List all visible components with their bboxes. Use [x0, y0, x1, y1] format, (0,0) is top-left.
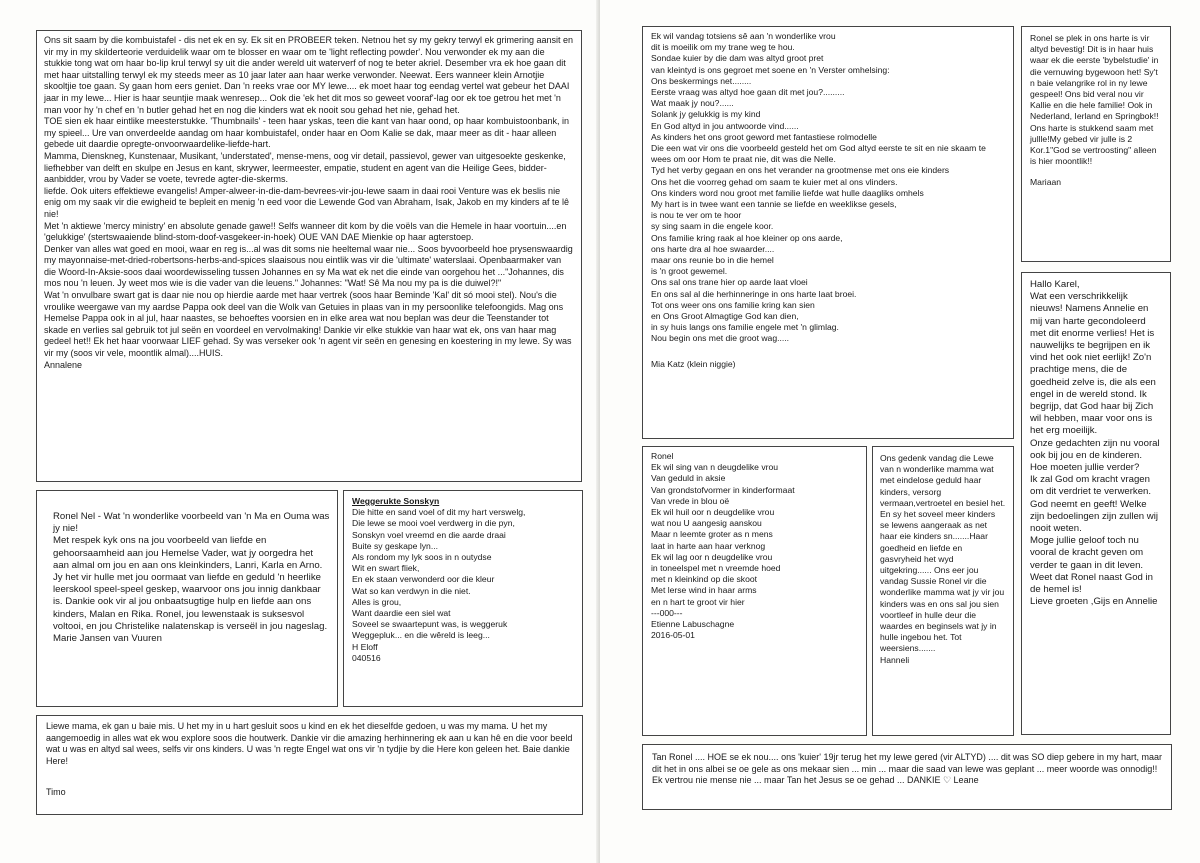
etienne-text: Ronel Ek wil sing van n deugdelike vrou Van geduld in aksie Van grondstofvormer in kinderformaat Van vrede in blou oë Ek wil huil oor n deugdelike vrou wat nou U aangesig aanskou Maar n leemte groter as n mens laat in harte aan haar verknog Ek wil lag oor n deugdelike vrou in toneelspel met n vreemde hoed met n kleinkind op die skoot Met lerse wind in haar arms en n hart te groot vir hier ---000---: [651, 451, 795, 618]
timo-box: [36, 715, 583, 815]
mia-katz-signature: Mia Katz (klein niggie): [651, 358, 736, 369]
karel-box: [1021, 272, 1171, 735]
ronel-nel-text: Ronel Nel - Wat 'n wonderlike voorbeeld van 'n Ma en Ouma was jy nie! Met respek kyk ons na jou voorbeeld van liefde en gehoorsaamheid aan jou Hemelse Vader, wat jy oorgedra het aan almal om jou en aan ons kleinkinders, Lanri, Karla en Arno. Jy het vir hulle met jou oormaat van liefde en geduld 'n heerlike leerskool speel-speel geskep, waarvoor ons jou innig dankbaar is. Dankie ook vir al jou onbaatsugtige hulp en liefde aan ons kinders, Malan en Rika. Ronel, jou lewenstaak is suksesvol voltooi, en jou Christelike nalatenskap is verseël in jou nageslag.: [53, 511, 330, 632]
weggerukte-sonskyn-text: Die hitte en sand voel of dit my hart verswelg, Die lewe se mooi voel verdwerg in die pyn, Sonskyn voel vreemd en die aarde draai Buite sy geskape lyn... Als rondom my lyk soos in n outydse Wit en swart fliek, En ek staan verwonderd oor die kleur Wat so kan verdwyn in die niet. Alles is grou, Want daardie een siel wat Soveel se swaartepunt was, is weggeruk Weggepluk... en die wêreld is leeg...: [352, 507, 526, 641]
main-tribute-box: [36, 30, 582, 482]
leane-box: [642, 744, 1172, 810]
main-tribute-text: Ons sit saam by die kombuistafel - dis net ek en sy. Ek sit en PROBEER teken. Netnou het sy my gekry terwyl ek grimering aansit en vir my in my skilderteorie verduidelik waar om te blosser en waar om te 'light reflecting powder'. Nou verwonder ek my aan die stukkie tong wat om haar bo-lip krul terwyl sy uit die ander wereld uit waterverf of nog te beter akriel. Desember vra ek hoe gaan dit met haar uitstalling terwyl ek my steeds meer as 10 jaar later aan haar werke verwonder. Neewat. Eers wanneer klein Arnotjie skooltjie toe gaan. Sy gaan hom eers geniet. Dan 'n reeks vrae oor MY lewe.... ek moet haar tog eendag vertel wat gebeur het DAAI jaar in my lewe... Hier is haar seuntjie maak wenresep... Ook die 'ek het dit mos so geweet vooraf'-lag oor ek toe getrou het met 'n man voor hy 'n chef en 'n butler gehad het en nog die kinders wat ek nooit sou gehad het nie, gehad het. TOE sien ek haar eintlike meesterstukke. 'Thumbnails' - teen haar yskas, teen die kant van haar oond, op haar kombuistoonbank, in my spieel... Ure van onverdeelde aandag om haar kombuistafel, onder haar en Oom Kalie se dak, maar meer as dit - haar alleen gebede uit daardie opregte-onvoorwaardelike-liefde-hart. Mamma, Dienskneg, Kunstenaar, Musikant, 'understated', mense-mens, oog vir detail, passievol, gewer van uitgesoekte geskenke, liefhebber van delft en skulpe en Jesus en kant, skrywer, leermeester, empatie, student en agent van die Heilige Gees, bidder-aanbidder, vrou by Vader se voete, tevrede agter-die-skerms. liefde. Ook uiters effektiewe evangelis! Amper-alweer-in-die-dam-bevrees-vir-jou-lewe saam in daai rooi Venture was ek beslis nie enig om my saak vir die ewigheid te bepleit en menig 'n eed voor die Lewende God van Abraham, Isak, Jakob en my kinders af te lê nie! Met 'n aktiewe 'mercy ministry' en absolute genade gawe!! Selfs wanneer dit kom by die voëls van die Hemele in haar voortuin....en 'gelukkige' (stertswaaiende blind-stom-doof-vasgekeer-in-hoek) OUE VAN DAE Mienkie op haar agterstoep. Denker van alles wat goed en mooi, waar en reg is...al was dit soms nie heeltemal waar nie... Soos byvoorbeeld hoe prysenswaardig my mayonnaise-met-dried-robertsons-herbs-and-spices slaaisous nou eintlik was vir die 'ultimate' waterslaai. Openbaarmaker van die Woord-In-Aksie-soos daai woordewisseling tussen Johannes en sy Ma wat ek net die einde van oorgehou het ..."Johannes, dis mos nou 'n leuen. Jy weet mos wie is die vader van die leuens." Johannes: "Wat! Sê Ma nou my pa is die duiwel?!" Wat 'n onvulbare swart gat is daar nie nou op hierdie aarde met haar vertrek (soos haar Beminde 'Kal' dit só mooi stel). Nou's die vroulike weergawe van my aardse Pappa ook deel van die Wolk van Getuies in plaas van in my persoonlike telefoongids. Mag ons Hemelse Pappa ook in al jul, haar naastes, se behoeftes voorsien en in elke area wat nou beplan was deur die Teenstander tot skade en verlies sal gebruik tot jul seën en voordeel en vervolmaking! Dankie vir elke stukkie van haar wat ek, ons van haar mag gedeel het!! Ek het haar voorwaar LIEF gehad. Sy was verseker ook 'n agent vir seën en genesing en koestering in my lewe. Sy was vir my (soos vir vele, moontlik almal)....HUIS.: [44, 35, 574, 359]
weggerukte-sonskyn-signature: H Eloff: [352, 641, 378, 652]
timo-text: Liewe mama, ek gan u baie mis. U het my in u hart gesluit soos u kind en ek het dieselfde gedoen, u was my mama. U het my aangemoedig in alles wat ek wou explore soos die houtwerk. Dankie vir die amazing herhinnering ek aan u kan hê en die voor beeld wat u was en altyd sal wees, selfs vir ons kinders. U was 'n regte Engel wat ons vir 'n tydjie by die Here kon geleen het. Baie dankie Here!: [46, 721, 573, 766]
mariaan-text: Ronel se plek in ons harte is vir altyd bevestig! Dit is in haar huis waar ek die eerste 'bybelstudie' in die vernuwing bygewoon het! Sy't n baie velangrike rol in ny lewe gespeel! Ons bid veral nou vir Kallie en die hele familie! Ook in Nederland, Ierland en Springbok!! Ons harte is stukkend saam met jullle!My gebed vir julle is 2 Kor.1"God se vertroosting" alleen is hier moontlik!!: [1030, 33, 1159, 167]
etienne-date: 2016-05-01: [651, 630, 695, 641]
etienne-signature: Etienne Labuschagne: [651, 619, 735, 630]
weggerukte-sonskyn-title: Weggerukte Sonskyn: [352, 496, 440, 506]
timo-signature: Timo: [46, 787, 66, 798]
mariaan-signature: Mariaan: [1030, 177, 1062, 188]
karel-text: Hallo Karel, Wat een verschrikkelijk nieuws! Namens Annelie en mij van harte gecondoleerd met dit enorme verlies! Het is nauwelijks te begrijpen en ik vind het ook niet eerlijk! Zo'n prachtige mens, die de goedheid zelve is, die als een engel in de wereld stond. Ik begrijp, dat God haar bij Zich wil hebben, maar voor ons is het erg moeilijk. Onze gedachten zijn nu vooral ook bij jou en de kinderen. Hoe moeten jullie verder? Ik zal God om kracht vragen om dit verdriet te verwerken. God neemt en geeft! Welke zijn bedoelingen zijn zullen wij nooit weten. Moge jullie geloof toch nu vooral de kracht geven om verder te gaan in dit leven. Weet dat Ronel naast God in de hemel is! Lieve groeten ,Gijs en Annelie: [1030, 279, 1160, 608]
leane-text: Tan Ronel .... HOE se ek nou.... ons 'kuier' 19jr terug het my lewe gered (vir ALTYD) .... dit was SO diep gebere in my hart, maar dit het in ons albei se oe gele as ons mekaar sien ... min ... maar die saad van lewe was geplant ... meer woorde was onnodig!! Ek vertrou nie mense nie ... maar Tan het Jesus se oe gehad ... DANKIE ♡ Leane: [652, 752, 1162, 786]
mariaan-box: [1021, 26, 1171, 262]
mia-katz-box: [642, 26, 1014, 439]
mia-katz-text: Ek wil vandag totsiens sê aan 'n wonderlike vrou dit is moeilik om my trane weg te hou. Sondae kuier by die dam was altyd groot pret van kleintyd is ons gegroet met soene en 'n Verster omhelsing: Ons beskermings net........ Eerste vraag was altyd hoe gaan dit met jou?......... Wat maak jy nou?...... Solank jy gelukkig is my kind En God altyd in jou antwoorde vind...... As kinders het ons groot geword met fantastiese rolmodelle Die een wat vir ons die voorbeeld gesteld het om God altyd eerste te sit en nie skaam te wees om oor Hom te praat nie, dit was die Nelle. Tyd het verby gegaan en ons het verander na grootmense met ons eie kinders Ons het die voorreg gehad om saam te kuier met al ons vlinders. Ons kinders word nou groot met familie liefde wat hulle daagliks omhels My hart is in twee want een tannie se liefde en weeklikse gesels, is nou te ver om te hoor sy sing saam in die engele koor. Ons familie kring raak al hoe kleiner op ons aarde, ons harte dra al hoe swaarder.... maar ons reunie bo in die hemel is 'n groot gewemel. Ons sal ons trane hier op aarde laat vloei En ons sal al die herhinneringe in ons harte laat broei. Tot ons weer ons ons familie kring kan sien en Ons Groot Almagtige God kan dien, in sy huis langs ons familie engele met 'n glimlag. Nou begin ons met die groot wag.....: [651, 31, 986, 344]
ronel-nel-box: [36, 490, 338, 707]
hanneli-box: [872, 446, 1014, 736]
hanneli-text: Ons gedenk vandag die Lewe van n wonderlike mamma wat met eindelose geduld haar kinders, versorg vermaan,vertroetel en besiel het. En sy het soveel meer kinders se lewens aangeraak as net haar eie kinders sn.......Haar goedheid en liefde en gasvryheid het wyd uitgekring...... Ons eer jou vandag Sussie Ronel vir die wonderlike mamma wat jy vir jou kinders was en ons sal jou sien voortleef in hulle deur die waardes en beginsels wat jy in hulle ingebou het. Tot weersiens.......: [880, 453, 1006, 654]
right-page: [600, 0, 1200, 863]
weggerukte-sonskyn-code: 040516: [352, 652, 381, 663]
hanneli-signature: Hanneli: [880, 654, 910, 665]
weggerukte-sonskyn-box: [343, 490, 583, 707]
ronel-nel-signature: Marie Jansen van Vuuren: [53, 633, 162, 645]
main-tribute-signature: Annalene: [44, 359, 83, 370]
etienne-box: [642, 446, 867, 736]
